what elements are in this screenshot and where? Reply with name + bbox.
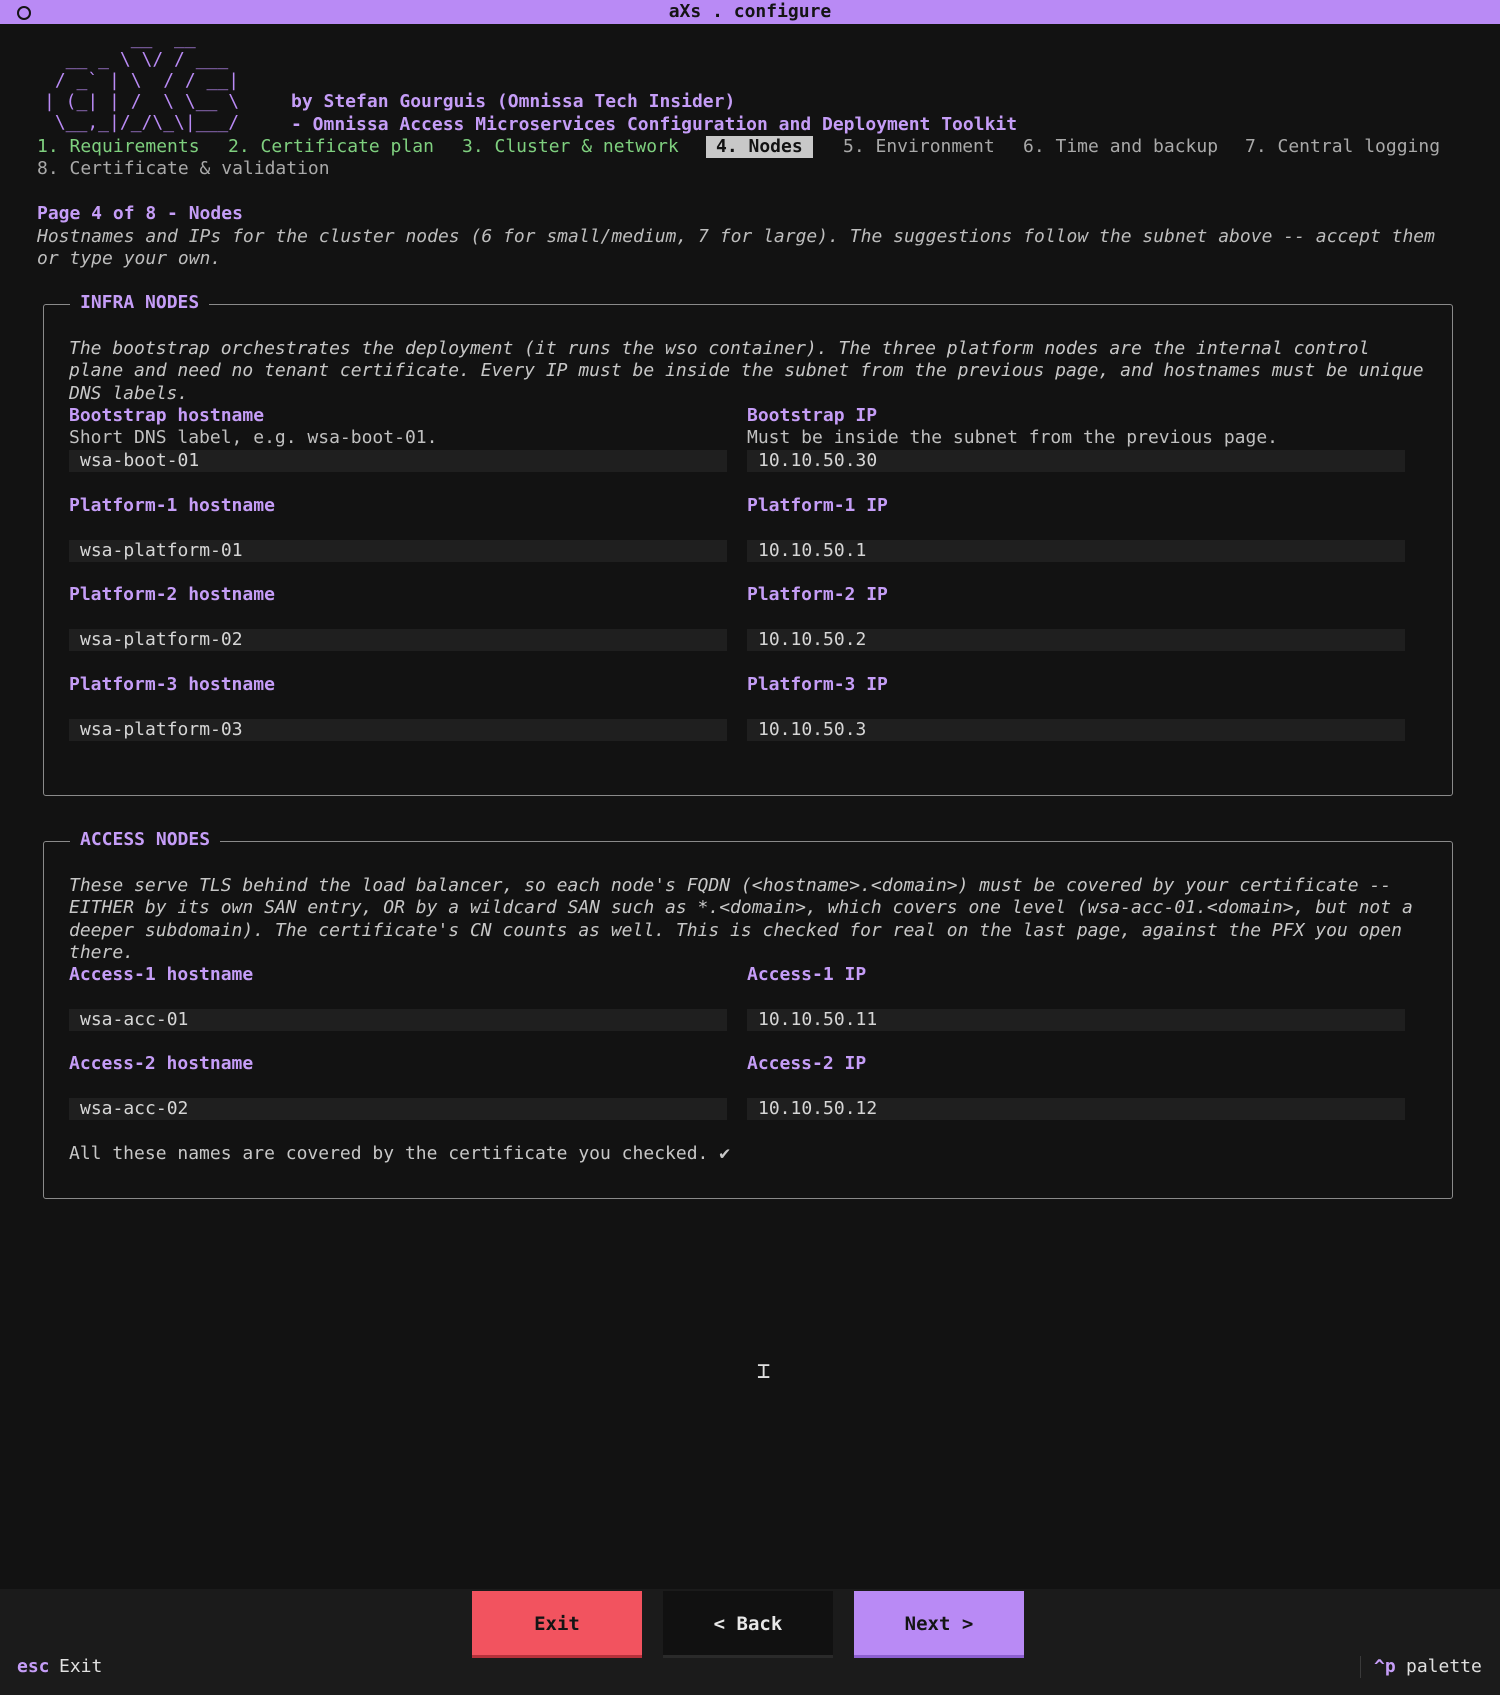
platform3-hostname-field	[69, 674, 727, 741]
platform2-hostname-input[interactable]: wsa-platform-02	[69, 629, 727, 651]
access1-ip-input[interactable]: 10.10.50.11	[747, 1009, 1405, 1031]
platform3-hostname-input[interactable]: wsa-platform-03	[69, 719, 727, 741]
bootstrap-hostname-input[interactable]: wsa-boot-01	[69, 450, 727, 472]
platform1-ip-label: Platform-1 IP	[747, 495, 888, 516]
step-environment[interactable]: 5. Environment	[843, 136, 995, 157]
platform3-hostname-label: Platform-3 hostname	[69, 674, 275, 695]
certificate-coverage-status: All these names are covered by the certificate you checked. ✔	[69, 1143, 731, 1164]
palette-label: palette	[1406, 1656, 1482, 1677]
back-button[interactable]: < Back	[663, 1591, 833, 1658]
bootstrap-ip-field	[747, 405, 1405, 472]
infra-nodes-panel	[43, 292, 1453, 796]
platform3-ip-field	[747, 674, 1405, 741]
access1-ip-label: Access-1 IP	[747, 964, 867, 985]
step-central-logging[interactable]: 7. Central logging	[1245, 136, 1441, 157]
bootstrap-hostname-label: Bootstrap hostname	[69, 405, 265, 426]
palette-key-hint[interactable]: ^p	[1374, 1656, 1396, 1677]
platform1-hostname-input[interactable]: wsa-platform-01	[69, 540, 727, 562]
next-button[interactable]: Next >	[854, 1591, 1024, 1658]
text-cursor-icon: ⌶	[757, 1359, 771, 1384]
access1-hostname-label: Access-1 hostname	[69, 964, 254, 985]
footer-divider	[1360, 1656, 1361, 1678]
platform1-hostname-field	[69, 495, 727, 562]
platform3-ip-input[interactable]: 10.10.50.3	[747, 719, 1405, 741]
step-nodes[interactable]: 4. Nodes	[706, 136, 813, 158]
infra-nodes-description: The bootstrap orchestrates the deployment (it runs the wso container). The three platform nodes are the internal control plane and need no tenant certificate. Every IP must be inside the subnet from the previous page, and hostnames must be unique DNS labels.	[69, 338, 1424, 404]
window-titlebar	[0, 0, 1500, 24]
access-nodes-title: ACCESS NODES	[70, 829, 220, 851]
bootstrap-hostname-field	[69, 405, 727, 472]
access1-hostname-input[interactable]: wsa-acc-01	[69, 1009, 727, 1031]
platform2-ip-input[interactable]: 10.10.50.2	[747, 629, 1405, 651]
access-nodes-description: These serve TLS behind the load balancer, so each node's FQDN (<hostname>.<domain>) must be covered by your certificate -- EITHER by its own SAN entry, OR by a wildcard SAN such as *.<domain>, which covers one level (wsa-acc-01.<domain>, but not a deeper subdomain). The certificate's CN counts as well. This is checked for real on the last page, against the PFX you open there.	[69, 875, 1413, 964]
window-title: aXs . configure	[668, 1, 832, 22]
author-byline: by Stefan Gourguis (Omnissa Tech Insider)	[291, 91, 736, 112]
bootstrap-ip-input[interactable]: 10.10.50.30	[747, 450, 1405, 472]
exit-button[interactable]: Exit	[472, 1591, 642, 1658]
access2-hostname-input[interactable]: wsa-acc-02	[69, 1098, 727, 1120]
page-description: Hostnames and IPs for the cluster nodes (6 for small/medium, 7 for large). The suggestions follow the subnet above -- accept them or type your own.	[37, 226, 1435, 270]
bootstrap-ip-label: Bootstrap IP	[747, 405, 878, 426]
esc-key-hint[interactable]: esc	[17, 1656, 50, 1677]
access1-ip-field	[747, 964, 1405, 1031]
access2-ip-input[interactable]: 10.10.50.12	[747, 1098, 1405, 1120]
platform1-ip-field	[747, 495, 1405, 562]
platform2-hostname-label: Platform-2 hostname	[69, 584, 275, 605]
step-certificate-validation[interactable]: 8. Certificate & validation	[37, 158, 330, 180]
access2-ip-field	[747, 1053, 1405, 1120]
platform1-ip-input[interactable]: 10.10.50.1	[747, 540, 1405, 562]
axs-logo: __ __ __ _ \ \/ / ___ / _` | \ / / __| | (_| | / \ \__ \ \__,_|/_/\_\|___/	[44, 28, 240, 133]
platform3-ip-label: Platform-3 IP	[747, 674, 888, 695]
access-nodes-panel	[43, 829, 1453, 1199]
step-time-backup[interactable]: 6. Time and backup	[1023, 136, 1219, 157]
infra-nodes-title: INFRA NODES	[70, 292, 209, 314]
step-cluster-network[interactable]: 3. Cluster & network	[462, 136, 679, 157]
bootstrap-hostname-help: Short DNS label, e.g. wsa-boot-01.	[69, 427, 438, 449]
bootstrap-ip-help: Must be inside the subnet from the previous page.	[747, 427, 1279, 449]
platform2-ip-field	[747, 584, 1405, 651]
access2-hostname-label: Access-2 hostname	[69, 1053, 254, 1074]
platform1-hostname-label: Platform-1 hostname	[69, 495, 275, 516]
step-certificate-plan[interactable]: 2. Certificate plan	[228, 136, 434, 157]
esc-exit-label: Exit	[59, 1656, 103, 1677]
toolkit-subtitle: - Omnissa Access Microservices Configuration and Deployment Toolkit	[291, 114, 1018, 135]
access1-hostname-field	[69, 964, 727, 1031]
step-requirements[interactable]: 1. Requirements	[37, 136, 200, 157]
platform2-ip-label: Platform-2 IP	[747, 584, 888, 605]
access2-ip-label: Access-2 IP	[747, 1053, 867, 1074]
access2-hostname-field	[69, 1053, 727, 1120]
page-title: Page 4 of 8 - Nodes	[37, 203, 243, 224]
platform2-hostname-field	[69, 584, 727, 651]
circle-icon[interactable]	[17, 6, 31, 20]
